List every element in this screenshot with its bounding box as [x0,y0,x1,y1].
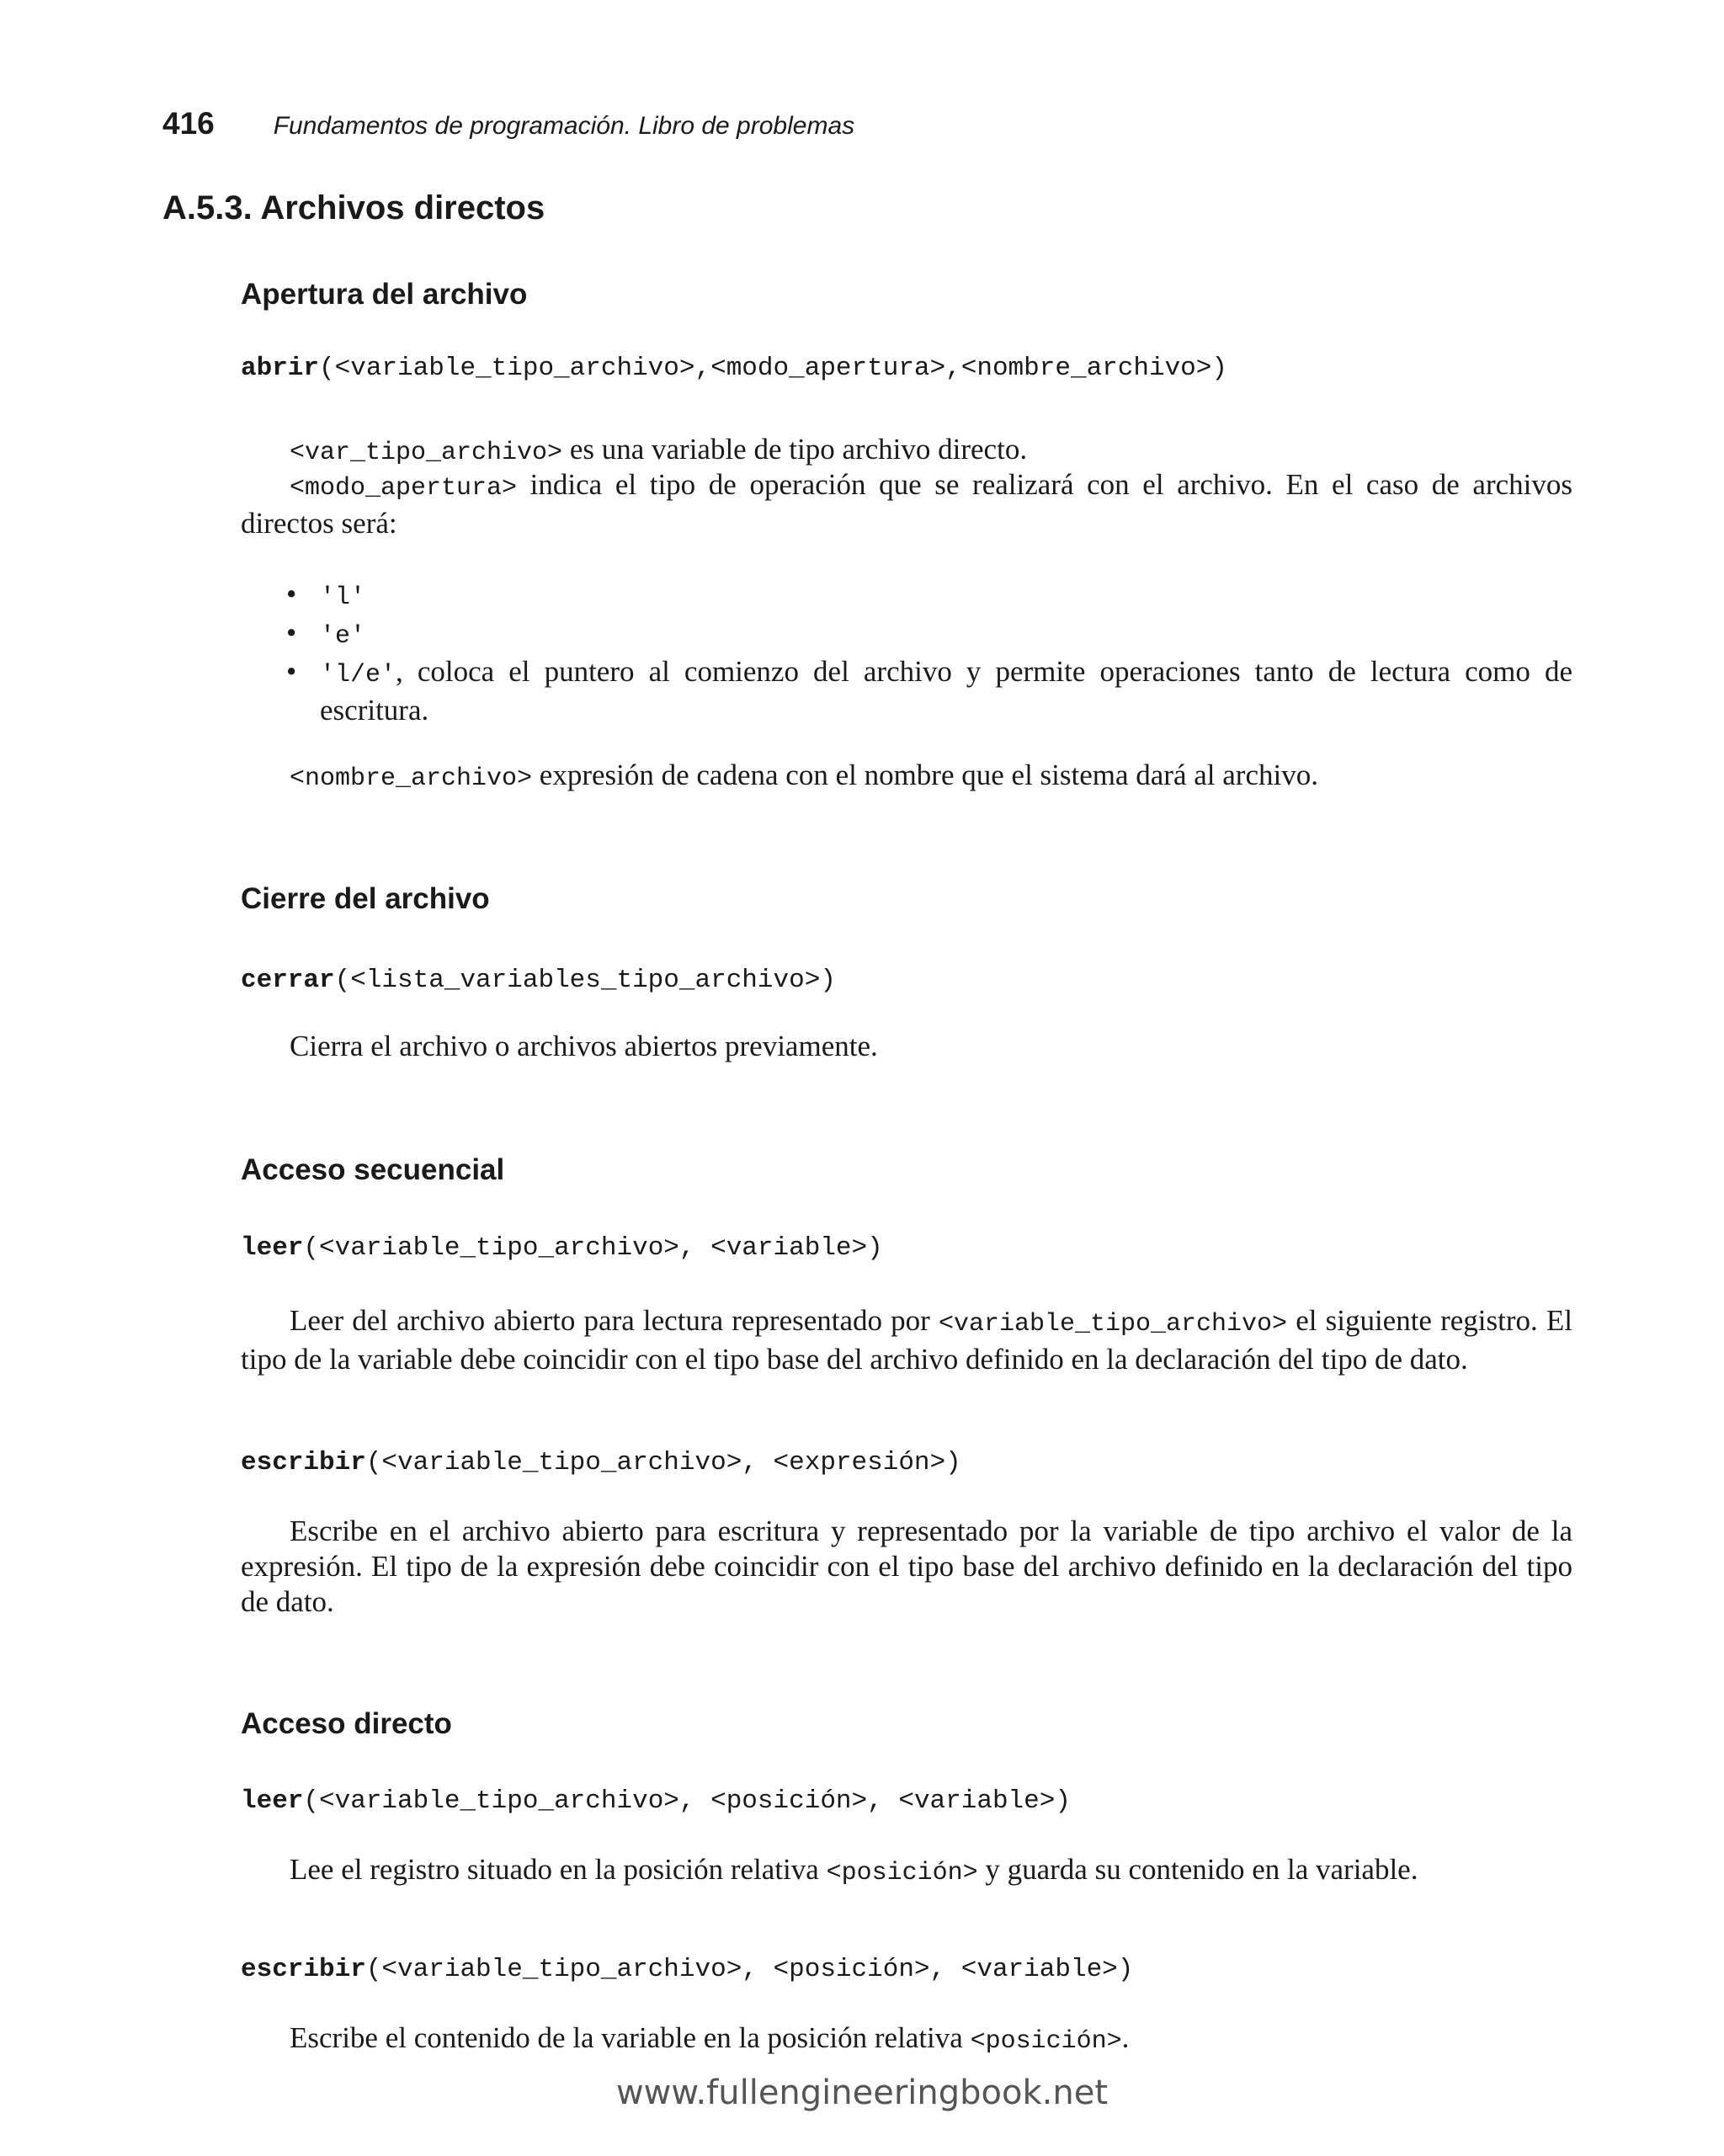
paragraph-cierre: Cierra el archivo o archivos abiertos previamente. [290,1030,878,1062]
code-arguments: (<variable_tipo_archivo>, <posición>, <variable>) [303,1786,1071,1816]
bullet-icon: • [286,616,297,649]
footer-watermark: www.fullengineeringbook.net [615,2073,1109,2112]
code-leer-secuencial [241,1233,883,1263]
code-keyword: escribir [241,1448,366,1477]
code-escribir-secuencial [241,1448,961,1477]
paragraph-leer-directo: Lee el registro situado en la posición relativa <posición> y guarda su contenido en la variable. [290,1853,1418,1887]
inline-code: <posición> [970,2027,1122,2056]
code-arguments: (<variable_tipo_archivo>,<modo_apertura>,<nombre_archivo>) [319,354,1227,383]
bullet-icon: • [286,655,297,688]
code-arguments: (<variable_tipo_archivo>, <variable>) [303,1233,883,1263]
code-keyword: leer [241,1233,304,1263]
code-abrir [241,354,1227,383]
code-cerrar [241,966,836,995]
paragraph-escribir-directo: Escribe el contenido de la variable en la posición relativa <posición>. [290,2021,1130,2056]
code-escribir-directo [241,1955,1133,1984]
list-item: • 'l/e', coloca el puntero al comienzo del archivo y permite operaciones tanto de lectura como de escritura. [286,655,1572,727]
code-arguments: (<variable_tipo_archivo>, <posición>, <variable>) [365,1955,1134,1984]
list-item: • 'l' [286,578,366,612]
code-arguments: (<variable_tipo_archivo>, <expresión>) [365,1448,961,1477]
subheading-cierre: Cierre del archivo [241,882,490,915]
running-header [162,106,854,157]
paragraph-var-tipo-archivo: <var_tipo_archivo> es una variable de tipo archivo directo. [290,433,1028,467]
code-keyword: escribir [241,1955,366,1984]
paragraph-nombre-archivo: <nombre_archivo> expresión de cadena con el nombre que el sistema dará al archivo. [290,759,1318,793]
paragraph-leer-secuencial: Leer del archivo abierto para lectura representado por <variable_tipo_archivo> el siguiente registro. El tipo de la variable debe coincidir con el tipo base del archivo definido en la declaración del tipo de dato. [241,1304,1573,1376]
bullet-icon: • [286,578,297,610]
subheading-secuencial: Acceso secuencial [241,1153,505,1186]
paragraph-modo-apertura: <modo_apertura> indica el tipo de operación que se realizará con el archivo. En el caso de archivos directos será: [241,468,1572,540]
list-item: • 'e' [286,616,366,651]
page-number: 416 [162,106,215,141]
inline-code: <var_tipo_archivo> [290,439,563,467]
code-keyword: cerrar [241,966,335,995]
subheading-apertura: Apertura del archivo [241,278,528,311]
code-leer-directo [241,1786,1071,1816]
inline-code: <nombre_archivo> [290,764,533,793]
inline-code: <variable_tipo_archivo> [938,1310,1288,1339]
code-keyword: leer [241,1786,304,1816]
mode-list [286,577,1572,728]
paragraph-escribir-secuencial: Escribe en el archivo abierto para escritura y representado por la variable de tipo archivo el valor de la expresión. El tipo de la expresión debe coincidir con el tipo base del archivo definido en la declaración del tipo de dato. [241,1515,1572,1618]
running-title: Fundamentos de programación. Libro de problemas [273,112,855,140]
code-arguments: (<lista_variables_tipo_archivo>) [334,966,836,995]
inline-code: <posición> [826,1859,978,1887]
code-keyword: abrir [241,354,320,383]
section-title: A.5.3. Archivos directos [162,189,545,226]
subheading-directo: Acceso directo [241,1707,452,1740]
inline-code: <modo_apertura> [290,474,518,503]
